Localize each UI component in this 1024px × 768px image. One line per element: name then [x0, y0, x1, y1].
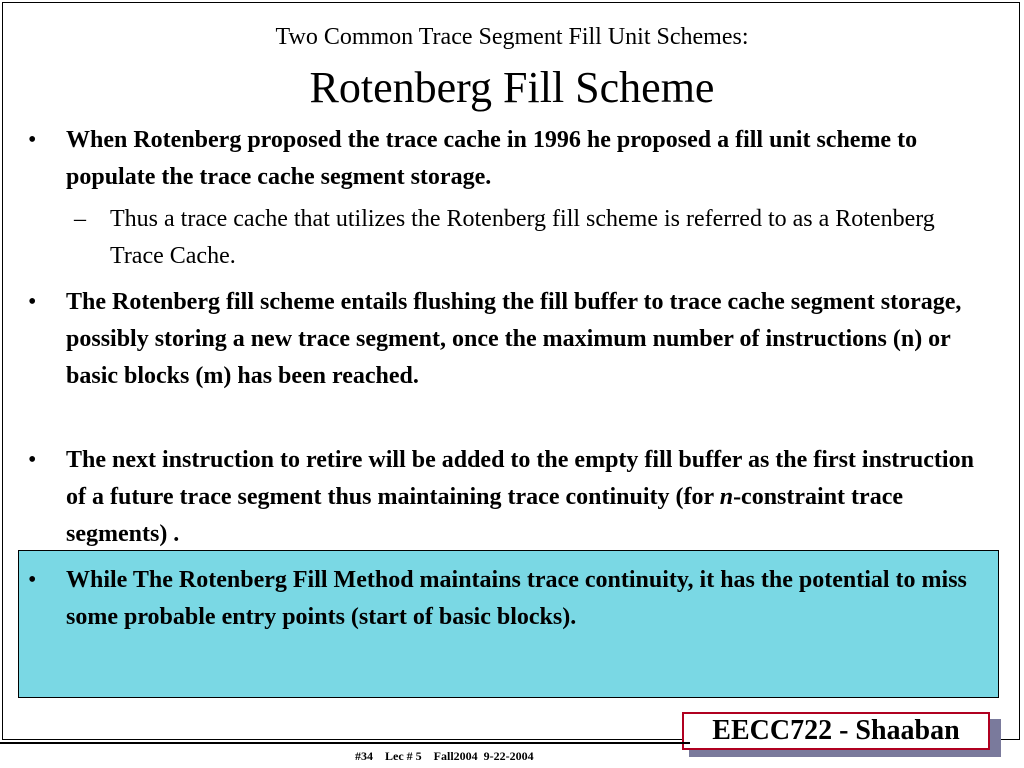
bullet-marker: • — [28, 127, 37, 153]
bullet-4-highlighted — [28, 562, 996, 636]
bullet-1 — [28, 122, 996, 196]
bullet-text: When Rotenberg proposed the trace cache in 1996 he proposed a fill unit scheme to populate the trace cache segment storage. — [66, 127, 918, 190]
bullet-marker: • — [28, 289, 37, 315]
slide-subtitle: Two Common Trace Segment Fill Unit Schemes: — [275, 24, 749, 50]
bullet-marker: • — [28, 447, 37, 473]
bullet-marker: • — [28, 567, 37, 593]
bullet-3 — [28, 442, 996, 553]
bullet-2 — [28, 284, 996, 395]
bullet-text: The Rotenberg fill scheme entails flushing the fill buffer to trace cache segment storage, possibly storing a new trace segment, once the maximum number of instructions (n) or basic blocks (m) has been reached. — [66, 289, 962, 389]
sub-bullet-text: Thus a trace cache that utilizes the Rotenberg fill scheme is referred to as a Rotenberg Trace Cache. — [110, 206, 935, 269]
sub-bullet-marker: – — [74, 206, 86, 232]
course-badge: EECC722 - Shaaban — [682, 712, 990, 750]
bullet-text: While The Rotenberg Fill Method maintains trace continuity, it has the potential to miss some probable entry points (start of basic blocks). — [66, 567, 967, 630]
footer-divider — [0, 742, 690, 744]
slide-title: Rotenberg Fill Scheme — [309, 63, 715, 112]
sub-bullet-1 — [74, 201, 990, 275]
bullet-text-start: The next instruction to retire will be added to the empty fill buffer as the first instruction of a future trace segment thus maintaining trace continuity (for — [66, 447, 974, 510]
footer-text: #34 Lec # 5 Fall2004 9-22-2004 — [355, 749, 534, 763]
bullet-text-end: -constraint trace segments) . — [66, 484, 903, 547]
bullet-text-italic: n — [719, 484, 734, 510]
